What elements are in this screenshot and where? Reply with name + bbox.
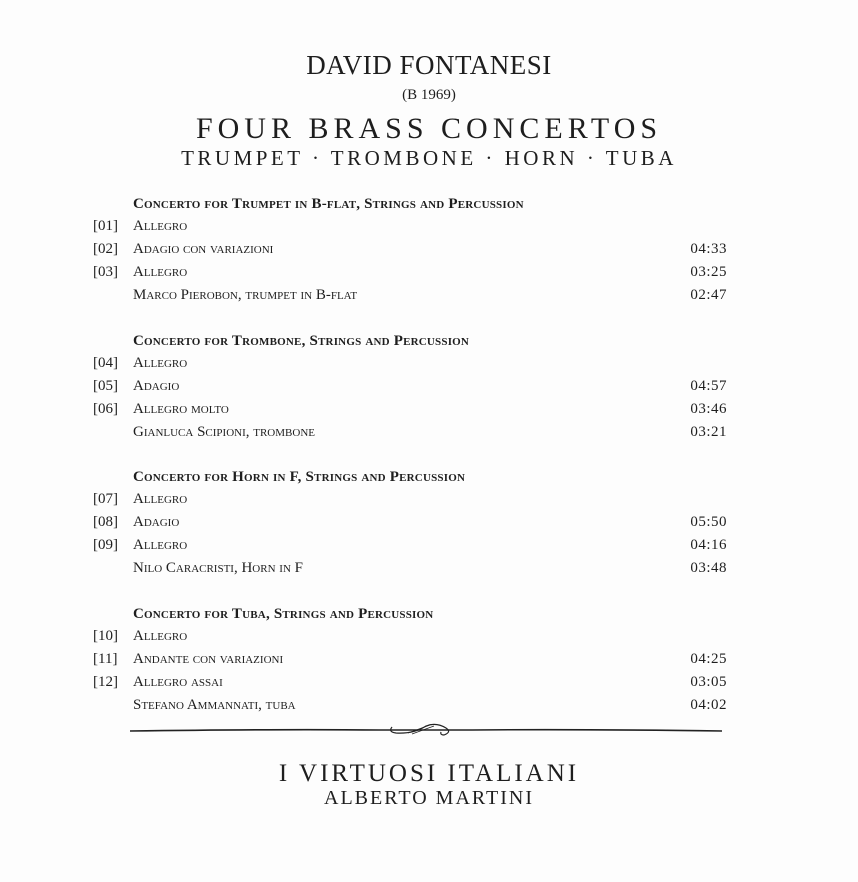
track-title: Adagio: [133, 514, 180, 530]
track-duration: 03:25: [690, 264, 727, 280]
track-row: [0, 491, 858, 514]
track-number: [09]: [93, 537, 118, 553]
track-row: [0, 401, 858, 424]
track-row: [0, 378, 858, 401]
track-title: Allegro: [133, 355, 188, 371]
track-row: [0, 264, 858, 287]
track-row: [0, 218, 858, 241]
track-duration: 05:50: [690, 514, 727, 530]
track-duration: 03:48: [690, 560, 727, 576]
track-title: Allegro molto: [133, 401, 229, 417]
track-number: [10]: [93, 628, 118, 644]
track-duration: 02:47: [690, 287, 727, 303]
track-title: Allegro: [133, 264, 188, 280]
track-duration: 04:57: [690, 378, 727, 394]
track-row: [0, 651, 858, 674]
track-title: Andante con variazioni: [133, 651, 284, 667]
track-duration: 03:05: [690, 674, 727, 690]
concerto-heading: Concerto for Horn in F, Strings and Percussion: [133, 469, 466, 485]
track-row: [0, 241, 858, 264]
track-title: Allegro: [133, 537, 188, 553]
track-duration: 03:46: [690, 401, 727, 417]
performer-name: Marco Pierobon, trumpet in B-flat: [133, 287, 358, 303]
ensemble-name: I VIRTUOSI ITALIANI: [278, 760, 580, 787]
track-duration: 04:16: [690, 537, 727, 553]
track-number: [04]: [93, 355, 118, 371]
track-row: [0, 628, 858, 651]
composer-dates: (B 1969): [402, 87, 456, 103]
track-title: Allegro: [133, 491, 188, 507]
performer-name: Stefano Ammannati, tuba: [133, 697, 296, 713]
track-number: [05]: [93, 378, 118, 394]
track-duration: 04:25: [690, 651, 727, 667]
track-row: [0, 674, 858, 697]
performer-row: [0, 697, 858, 720]
track-duration: 04:33: [690, 241, 727, 257]
track-number: [06]: [93, 401, 118, 417]
track-row: [0, 355, 858, 378]
track-row: [0, 514, 858, 537]
track-number: [07]: [93, 491, 118, 507]
concerto-heading: Concerto for Trumpet in B-flat, Strings and Percussion: [133, 196, 524, 212]
performer-name: Gianluca Scipioni, trombone: [133, 424, 315, 440]
performer-row: [0, 560, 858, 583]
concerto-heading: Concerto for Trombone, Strings and Percussion: [133, 333, 470, 349]
track-title: Allegro: [133, 628, 188, 644]
track-number: [01]: [93, 218, 118, 234]
track-number: [02]: [93, 241, 118, 257]
track-title: Adagio: [133, 378, 180, 394]
track-duration: 04:02: [690, 697, 727, 713]
performer-row: [0, 287, 858, 310]
track-row: [0, 537, 858, 560]
track-number: [12]: [93, 674, 118, 690]
track-number: [11]: [93, 651, 118, 667]
concerto-heading: Concerto for Tuba, Strings and Percussion: [133, 606, 434, 622]
conductor-name: ALBERTO MARTINI: [324, 787, 534, 809]
track-duration: 03:21: [690, 424, 727, 440]
track-title: Adagio con variazioni: [133, 241, 274, 257]
track-title: Allegro: [133, 218, 188, 234]
performer-name: Nilo Caracristi, Horn in F: [133, 560, 303, 576]
track-number: [08]: [93, 514, 118, 530]
album-subtitle: TRUMPET · TROMBONE · HORN · TUBA: [181, 146, 677, 170]
performer-row: [0, 424, 858, 447]
ornamental-divider: [130, 722, 722, 738]
track-number: [03]: [93, 264, 118, 280]
track-title: Allegro assai: [133, 674, 223, 690]
composer-name: DAVID FONTANESI: [306, 50, 552, 80]
album-title: FOUR BRASS CONCERTOS: [195, 112, 663, 145]
